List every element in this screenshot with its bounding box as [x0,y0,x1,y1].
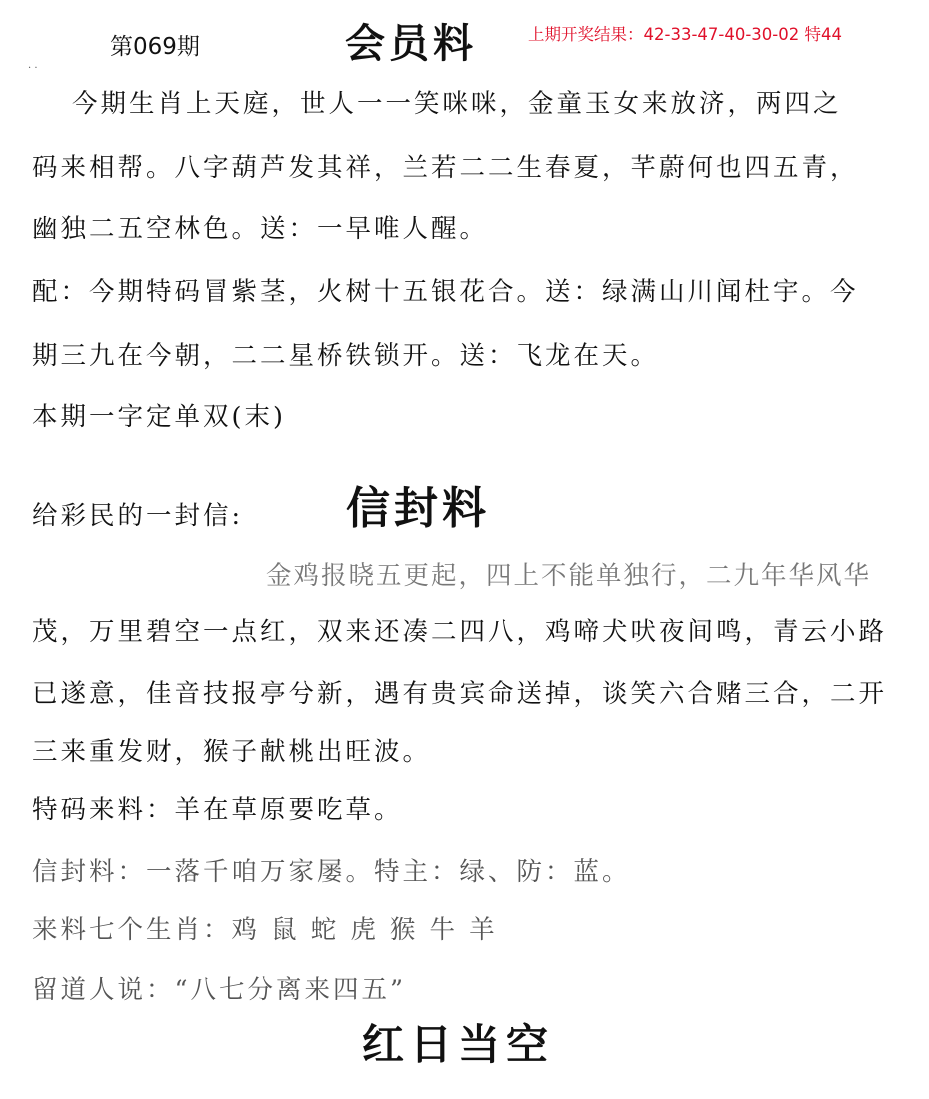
last-draw-result: 上期开奖结果：42-33-47-40-30-02 特44 [528,25,842,44]
closing-phrase: 红日当空 [362,1020,555,1069]
letter-text-line: 茂，万里碧空一点红，双来还凑二四八，鸡啼犬吠夜间鸣，青云小路 [32,617,888,647]
member-text-line: 今期生肖上天庭，世人一一笑咪咪，金童玉女来放济，两四之 [72,89,842,119]
letter-text-line: 信封料：一落千咱万家屡。特主：绿、防：蓝。 [32,857,631,887]
member-text-line: 配：今期特码冒紫茎，火树十五银花合。送：绿满山川闻杜宇。今 [32,277,859,307]
letter-label: 给彩民的一封信: [32,501,244,531]
letter-text-line: 留道人说：“八七分离来四五” [32,975,407,1005]
scan-specks: . . [28,60,38,71]
member-text-line: 幽独二五空林色。送：一早唯人醒。 [32,214,489,244]
member-text-line: 码来相帮。八字葫芦发其祥，兰若二二生春夏，芊蔚何也四五青， [32,153,859,183]
letter-text-line: 金鸡报晓五更起，四上不能单独行，二九年华风华 [266,561,872,591]
letter-title: 信封料 [346,483,490,534]
member-text-line: 本期一字定单双(末) [32,402,286,432]
letter-text-line: 已遂意，佳音技报亭兮新，遇有贵宾命送掉，谈笑六合赌三合，二开 [32,679,888,709]
letter-text-line: 三来重发财，猴子献桃出旺波。 [32,737,432,767]
page-title: 会员料 [345,20,477,67]
member-text-line: 期三九在今朝，二二星桥铁锁开。送：飞龙在天。 [32,341,660,371]
letter-text-line: 来料七个生肖：鸡 鼠 蛇 虎 猴 牛 羊 [32,915,498,945]
issue-number: 第069期 [110,34,200,60]
letter-text-line: 特码来料：羊在草原要吃草。 [32,795,403,825]
